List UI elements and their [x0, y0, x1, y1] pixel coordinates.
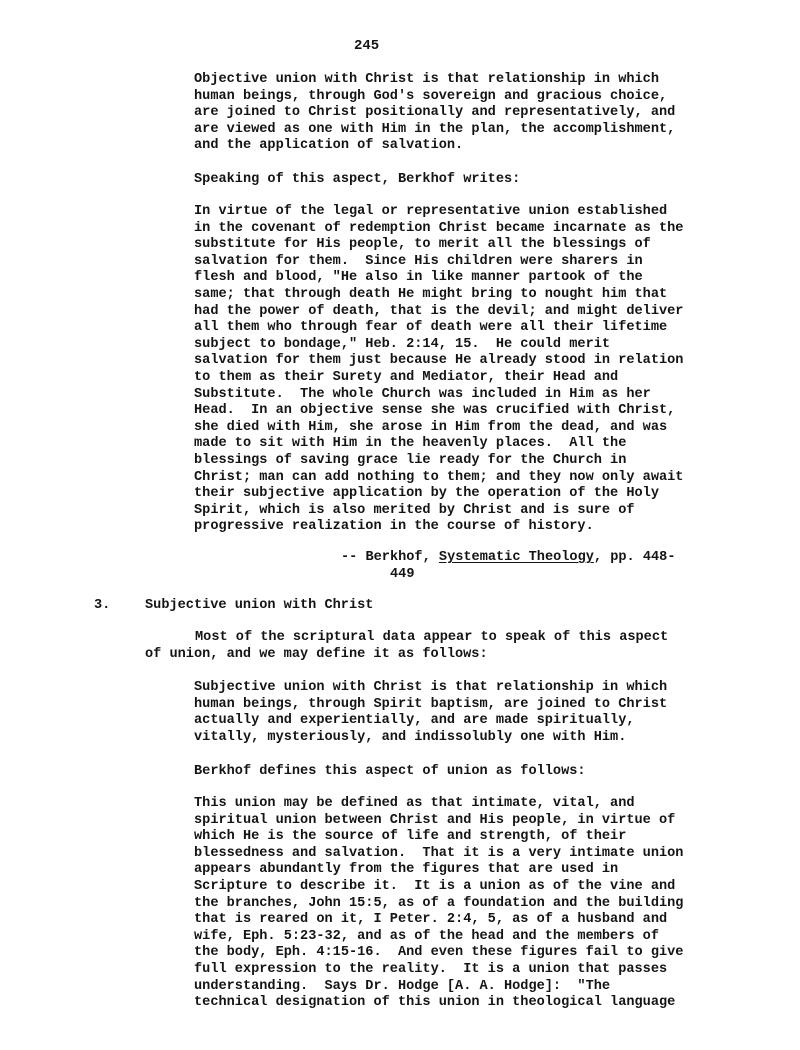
- definition-line: are viewed as one with Him in the plan, the accomplishment,: [194, 121, 676, 137]
- quote-line: blessings of saving grace lie ready for the Church in: [194, 452, 627, 468]
- quote-line: their subjective application by the operation of the Holy: [194, 486, 659, 502]
- quote-line: technical designation of this union in theological language: [194, 995, 676, 1011]
- quote-line: progressive realization in the course of history.: [194, 519, 594, 535]
- definition-line: Objective union with Christ is that relationship in which: [194, 72, 659, 87]
- quote-line: In virtue of the legal or representative union established: [194, 204, 668, 219]
- quote-line: Christ; man can add nothing to them; and they now only await: [194, 469, 684, 485]
- section-heading: [94, 598, 734, 615]
- quote-line: subject to bondage," Heb. 2:14, 15. He could merit: [194, 336, 611, 352]
- intro-line: Speaking of this aspect, Berkhof writes:: [194, 172, 521, 187]
- quote-line: Head. In an objective sense she was crucified with Christ,: [194, 403, 676, 419]
- intro-line: Berkhof defines this aspect of union as follows:: [194, 764, 586, 779]
- subjective-intro-paragraph: [145, 630, 705, 663]
- section-heading-line: [94, 598, 734, 615]
- quote-line: Scripture to describe it. It is a union as of the vine and: [194, 878, 676, 894]
- berkhof-quote-objective: [194, 204, 714, 536]
- quote-line: salvation for them. Since His children were sharers in: [194, 253, 643, 269]
- quote-line: made to sit with Him in the heavenly places. All the: [194, 436, 627, 452]
- berkhof-intro-objective: [194, 172, 714, 189]
- quote-line: she died with Him, she arose in Him from the dead, and was: [194, 419, 668, 435]
- quote-line: all them who through fear of death were all their lifetime: [194, 320, 668, 336]
- quote-line: salvation for them just because He already stood in relation: [194, 353, 684, 369]
- definition-line: human beings, through God's sovereign and gracious choice,: [194, 88, 668, 104]
- quote-line: in the covenant of redemption Christ became incarnate as the: [194, 220, 684, 236]
- definition-line: vitally, mysteriously, and indissolubly one with Him.: [194, 729, 627, 745]
- quote-line: that is reared on it, I Peter. 2:4, 5, as of a husband and: [194, 912, 668, 928]
- definition-line: and the application of salvation.: [194, 138, 464, 154]
- paragraph-line: Most of the scriptural data appear to speak of this aspect: [195, 630, 669, 645]
- page-number: 245: [354, 38, 380, 54]
- quote-line: understanding. Says Dr. Hodge [A. A. Hodge]: "The: [194, 978, 611, 994]
- quote-line: flesh and blood, "He also in like manner partook of the: [194, 270, 643, 286]
- citation-book-title: Systematic Theology: [438, 550, 594, 565]
- quote-line: wife, Eph. 5:23-32, and as of the head and the members of: [194, 928, 659, 944]
- quote-line: the branches, John 15:5, as of a foundation and the building: [194, 895, 684, 911]
- definition-line: human beings, through Spirit baptism, are joined to Christ: [194, 696, 668, 712]
- citation-pages: , pp. 448-: [593, 550, 676, 565]
- definition-line: actually and experientially, and are made spiritually,: [194, 713, 635, 729]
- quote-line: Spirit, which is also merited by Christ and is sure of: [194, 502, 635, 518]
- section-number: 3.: [94, 598, 111, 613]
- quote-line: This union may be defined as that intimate, vital, and: [194, 796, 635, 811]
- definition-line: Subjective union with Christ is that relationship in which: [194, 680, 668, 695]
- paragraph-line: of union, and we may define it as follows:: [145, 646, 488, 662]
- quote-line: which He is the source of life and strength, of their: [194, 829, 627, 845]
- citation-continuation: 449: [390, 566, 415, 582]
- definition-line: are joined to Christ positionally and representatively, and: [194, 105, 676, 121]
- quote-line: blessedness and salvation. That it is a very intimate union: [194, 845, 684, 861]
- quote-line: Substitute. The whole Church was included in Him as her: [194, 386, 651, 402]
- subjective-union-definition: [194, 680, 714, 746]
- berkhof-intro-subjective: [194, 764, 714, 781]
- quote-line: full expression to the reality. It is a union that passes: [194, 961, 668, 977]
- citation-line: [341, 550, 721, 567]
- quote-line: to them as their Surety and Mediator, their Head and: [194, 369, 619, 385]
- citation-prefix: -- Berkhof,: [341, 550, 439, 565]
- berkhof-quote-subjective: [194, 796, 714, 1012]
- objective-union-definition: [194, 72, 714, 155]
- quote-line: had the power of death, that is the devil; and might deliver: [194, 303, 684, 319]
- quote-line: same; that through death He might bring to nought him that: [194, 286, 668, 302]
- quote-line: the body, Eph. 4:15-16. And even these figures fail to give: [194, 945, 684, 961]
- quote-line: appears abundantly from the figures that are used in: [194, 862, 619, 878]
- citation-objective: [341, 550, 721, 583]
- quote-line: substitute for His people, to merit all the blessings of: [194, 237, 651, 253]
- section-title: Subjective union with Christ: [145, 598, 374, 613]
- quote-line: spiritual union between Christ and His people, in virtue of: [194, 812, 676, 828]
